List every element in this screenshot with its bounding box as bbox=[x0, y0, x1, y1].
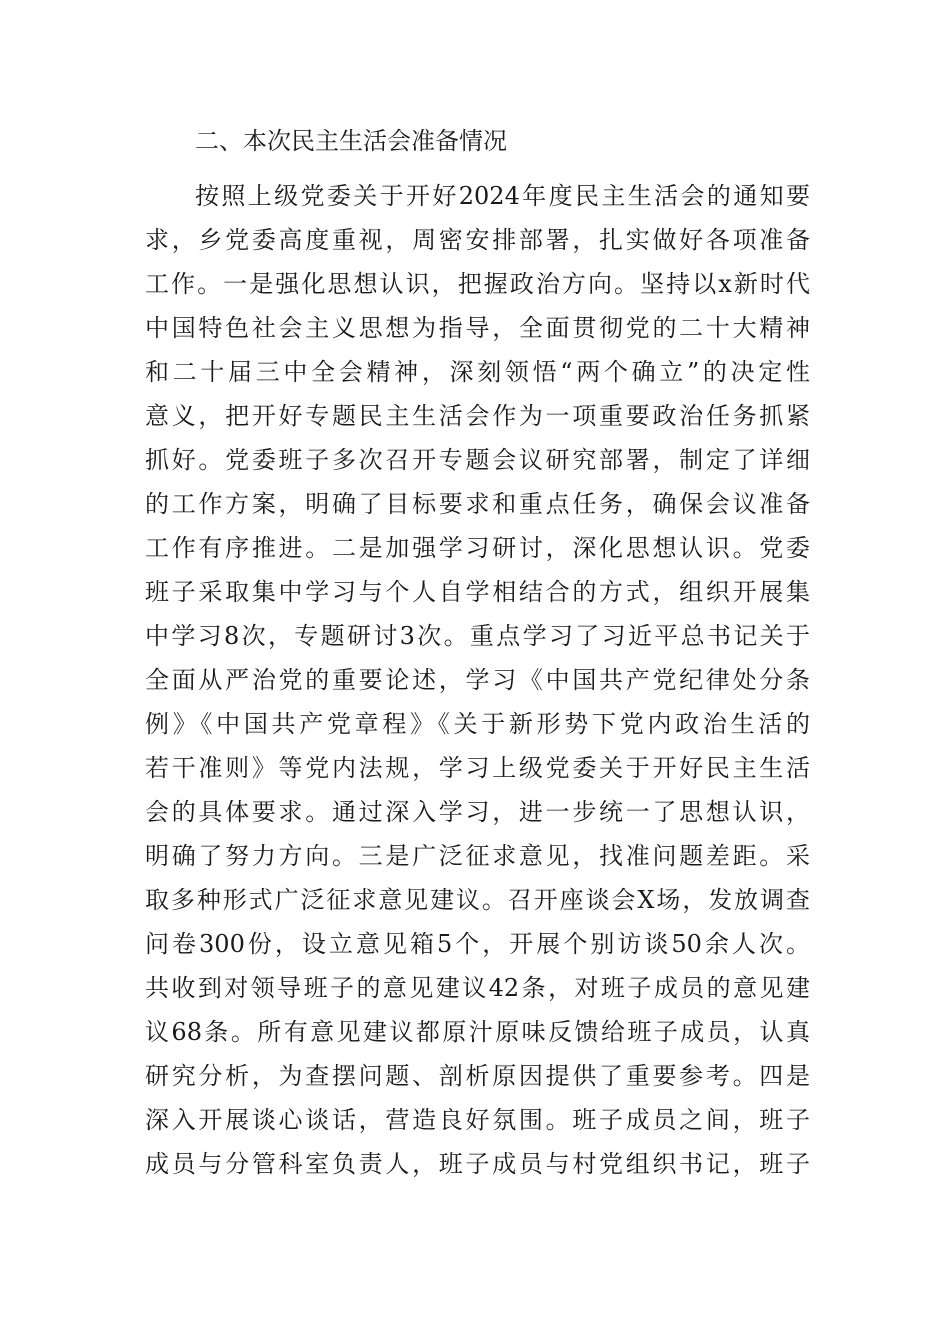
paragraph-line: 问卷300份，设立意见箱5个，开展个别访谈50余人次。 bbox=[145, 930, 810, 958]
paragraph-line: 的工作方案，明确了目标要求和重点任务，确保会议准备 bbox=[145, 490, 810, 518]
paragraph-line: 例》《中国共产党章程》《关于新形势下党内政治生活的 bbox=[145, 710, 810, 738]
paragraph-line: 中学习8次，专题研讨3次。重点学习了习近平总书记关于 bbox=[145, 622, 810, 650]
paragraph-line: 研究分析，为查摆问题、剖析原因提供了重要参考。四是 bbox=[145, 1062, 810, 1090]
paragraph-line: 深入开展谈心谈话，营造良好氛围。班子成员之间，班子 bbox=[145, 1106, 810, 1134]
paragraph-line: 会的具体要求。通过深入学习，进一步统一了思想认识， bbox=[145, 798, 810, 826]
paragraph-line: 若干准则》等党内法规，学习上级党委关于开好民主生活 bbox=[145, 754, 810, 782]
paragraph-line: 意义，把开好专题民主生活会作为一项重要政治任务抓紧 bbox=[145, 402, 810, 430]
paragraph-line: 明确了努力方向。三是广泛征求意见，找准问题差距。采 bbox=[145, 842, 810, 870]
paragraph-line: 成员与分管科室负责人，班子成员与村党组织书记，班子 bbox=[145, 1150, 810, 1178]
paragraph-line: 求，乡党委高度重视，周密安排部署，扎实做好各项准备 bbox=[145, 226, 810, 254]
paragraph-line: 和二十届三中全会精神，深刻领悟“两个确立”的决定性 bbox=[145, 358, 810, 386]
paragraph-line: 议68条。所有意见建议都原汁原味反馈给班子成员，认真 bbox=[145, 1018, 810, 1046]
paragraph-line: 中国特色社会主义思想为指导，全面贯彻党的二十大精神 bbox=[145, 314, 810, 342]
paragraph-line: 工作有序推进。二是加强学习研讨，深化思想认识。党委 bbox=[145, 534, 810, 562]
paragraph-line: 取多种形式广泛征求意见建议。召开座谈会X场，发放调查 bbox=[145, 886, 810, 914]
paragraph-line: 全面从严治党的重要论述，学习《中国共产党纪律处分条 bbox=[145, 666, 810, 694]
paragraph-line: 按照上级党委关于开好2024年度民主生活会的通知要 bbox=[195, 182, 810, 210]
section-heading: 二、本次民主生活会准备情况 bbox=[195, 127, 507, 155]
paragraph-line: 共收到对领导班子的意见建议42条，对班子成员的意见建 bbox=[145, 974, 810, 1002]
paragraph-line: 工作。一是强化思想认识，把握政治方向。坚持以x新时代 bbox=[145, 270, 810, 298]
paragraph-line: 班子采取集中学习与个人自学相结合的方式，组织开展集 bbox=[145, 578, 810, 606]
paragraph-line: 抓好。党委班子多次召开专题会议研究部署，制定了详细 bbox=[145, 446, 810, 474]
